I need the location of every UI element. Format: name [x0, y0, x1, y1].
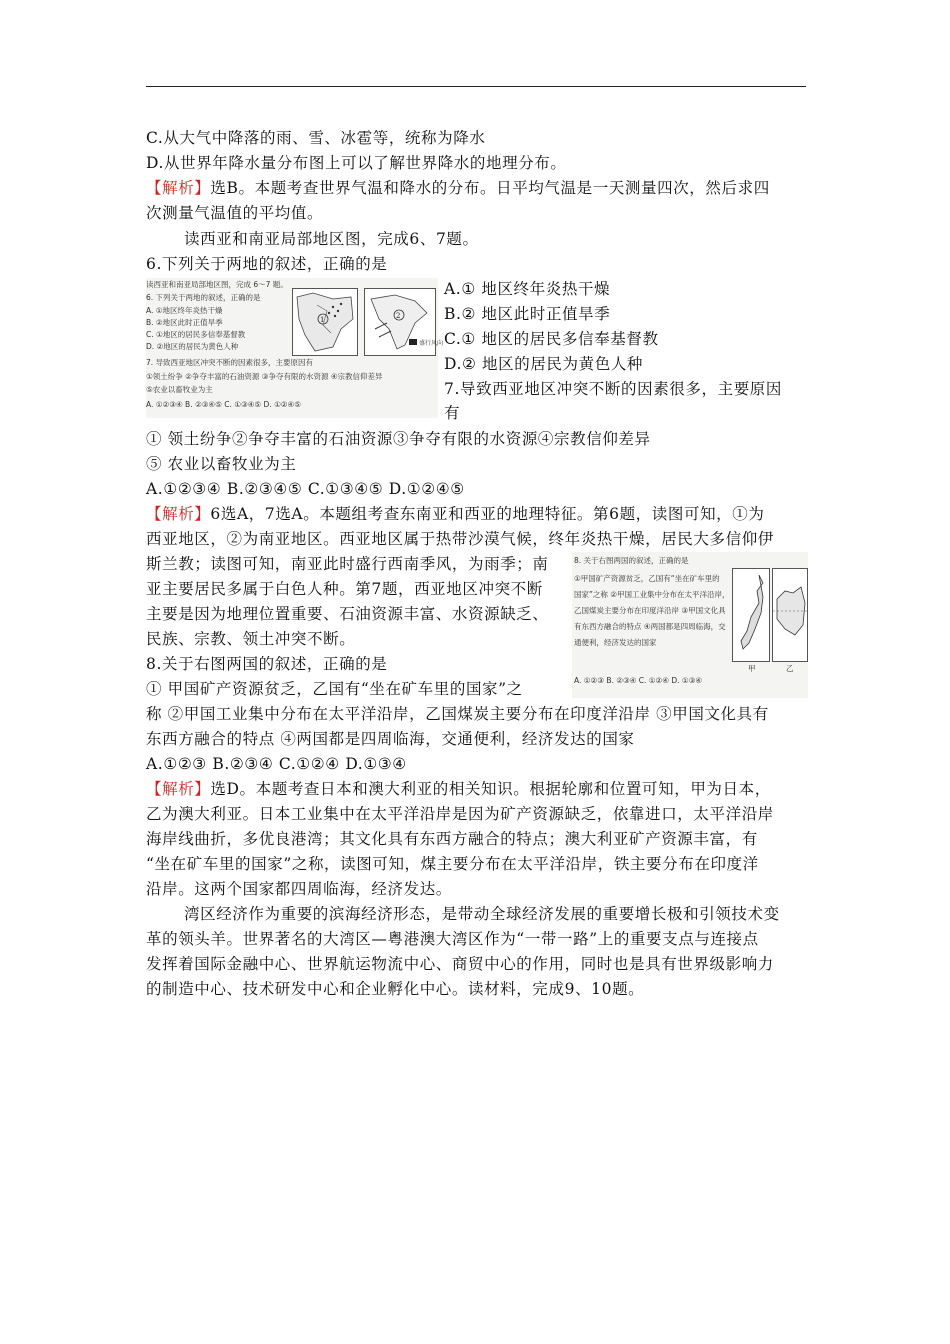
analysis-6-7-cont: 主要是因为地理位置重要、石油资源丰富、水资源缺乏、: [146, 605, 549, 623]
analysis-6-7-cont: 亚主要居民多属于白色人种。第7题，西亚地区冲突不断: [146, 580, 543, 598]
question-7: 7.导致西亚地区冲突不断的因素很多，主要原因: [444, 380, 782, 398]
scan-figure-west-south-asia: [146, 278, 444, 418]
analysis-8: [146, 779, 771, 799]
scan-text: ⑤农业以畜牧业为主: [146, 385, 213, 394]
intro-9-10-cont: 发挥着国际金融中心、世界航运物流中心、商贸中心的作用，同时也是具有世界级影响力: [146, 955, 774, 973]
analysis-5-cont: 次测量气温值的平均值。: [146, 204, 324, 222]
scan-text: A. ①②③ B. ②③④ C. ①②④ D. ①③④: [574, 676, 703, 685]
scan-text: 乙国煤炭主要分布在印度洋沿岸 ③甲国文化具: [574, 606, 726, 615]
q6-option-b: B.② 地区此时正值旱季: [444, 305, 611, 323]
scan-text: ①领土纷争 ②争夺丰富的石油资源 ③争夺有限的水资源 ④宗教信仰差异: [146, 372, 383, 381]
question-6: 6.下列关于两地的叙述，正确的是: [146, 255, 388, 273]
map-south-asia: [364, 288, 444, 356]
q7-factor-5: ⑤ 农业以畜牧业为主: [146, 455, 297, 473]
scan-text: 8. 关于右图两国的叙述，正确的是: [574, 556, 689, 565]
analysis-6-7-cont: 斯兰教；读图可知，南亚此时盛行西南季风，为雨季；南: [146, 555, 549, 573]
map-japan: [732, 568, 770, 662]
analysis-text: 选B。本题考查世界气温和降水的分布。日平均气温是一天测量四次，然后求四: [210, 179, 770, 197]
q6-option-c: C.① 地区的居民多信奉基督教: [444, 330, 659, 348]
analysis-tag: 【解析】: [146, 505, 211, 523]
scan-text: B. ②地区此时正值旱季: [146, 318, 223, 327]
analysis-tag: 【解析】: [146, 179, 211, 197]
scan-text: 通便利，经济发达的国家: [574, 638, 657, 647]
analysis-8-cont: 沿岸。这两个国家都四周临海，经济发达。: [146, 880, 452, 898]
option-d: D.从世界年降水量分布图上可以了解世界降水的地理分布。: [146, 154, 567, 172]
analysis-text: 选D。本题考查日本和澳大利亚的相关知识。根据轮廓和位置可知，甲为日本，: [210, 780, 771, 798]
analysis-text: 6选A，7选A。本题组考查东南亚和西亚的地理特征。第6题，读图可知，①为: [210, 505, 765, 523]
svg-text:2: 2: [396, 312, 401, 320]
map-legend: 盛行风向: [419, 340, 444, 347]
option-c: C.从大气中降落的雨、雪、冰雹等，统称为降水: [146, 129, 486, 147]
map-label-yi: 乙: [786, 664, 794, 673]
svg-text:1: 1: [320, 316, 325, 324]
q7-factors: ① 领土纷争②争夺丰富的石油资源③争夺有限的水资源④宗教信仰差异: [146, 430, 651, 448]
scan-text: 6. 下列关于两地的叙述，正确的是: [146, 293, 261, 302]
scan-text: A. ①地区终年炎热干燥: [146, 306, 223, 315]
header-rule: [146, 86, 806, 87]
analysis-tag: 【解析】: [146, 780, 211, 798]
analysis-5: [146, 178, 770, 198]
scan-text: 7. 导致西亚地区冲突不断的因素很多，主要原因有: [146, 358, 314, 367]
map-label-jia: 甲: [748, 664, 756, 673]
map-australia: [772, 568, 808, 662]
scan-figure-japan-australia: [572, 552, 808, 698]
analysis-6-7-cont: 西亚地区，②为南亚地区。西亚地区属于热带沙漠气候，终年炎热干燥，居民大多信仰伊: [146, 530, 774, 548]
analysis-8-cont: 海岸线曲折，多优良港湾；其文化具有东西方融合的特点；澳大利亚矿产资源丰富，有: [146, 830, 758, 848]
q6-option-d: D.② 地区的居民为黄色人种: [444, 355, 644, 373]
q6-option-a: A.① 地区终年炎热干燥: [444, 280, 611, 298]
scan-text: 读西亚和南亚局部地区图，完成 6～7 题。: [146, 280, 288, 289]
scan-text: ①甲国矿产资源贫乏，乙国有“坐在矿车里的: [574, 574, 720, 583]
scan-text: 国家”之称 ②甲国工业集中分布在太平洋沿岸，: [574, 590, 730, 599]
question-8: 8.关于右图两国的叙述，正确的是: [146, 655, 388, 673]
scan-text: A. ①②③④ B. ②③④⑤ C. ①③④⑤ D. ①②④⑤: [146, 400, 301, 409]
analysis-6-7-cont: 民族、宗教、领土冲突不断。: [146, 630, 356, 648]
intro-9-10-cont: 革的领头羊。世界著名的大湾区—粤港澳大湾区作为“一带一路”上的重要支点与连接点: [146, 930, 759, 948]
analysis-8-cont: “坐在矿车里的国家”之称，读图可知，煤主要分布在太平洋沿岸，铁主要分布在印度洋: [146, 855, 759, 873]
map-west-asia: [292, 288, 358, 356]
intro-9-10-cont: 的制造中心、技术研发中心和企业孵化中心。读材料，完成9、10题。: [146, 980, 645, 998]
scan-text: 有东西方融合的特点 ④两国都是四周临海，交: [574, 622, 726, 631]
intro-9-10: 湾区经济作为重要的滨海经济形态，是带动全球经济发展的重要增长极和引领技术变: [184, 905, 780, 923]
analysis-8-cont: 乙为澳大利亚。日本工业集中在太平洋沿岸是因为矿产资源缺乏，依靠进口，太平洋沿岸: [146, 805, 774, 823]
scan-text: D. ②地区的居民为黄色人种: [146, 342, 239, 351]
intro-6-7: 读西亚和南亚局部地区图，完成6、7题。: [184, 230, 479, 248]
q8-options: A.①②③ B.②③④ C.①②④ D.①③④: [146, 755, 407, 773]
q8-statements: ① 甲国矿产资源贫乏，乙国有“坐在矿车里的国家”之: [146, 680, 523, 698]
scan-text: C. ①地区的居民多信奉基督教: [146, 330, 246, 339]
q8-statements-cont: 东西方融合的特点 ④两国都是四周临海，交通便利，经济发达的国家: [146, 730, 635, 748]
analysis-6-7: [146, 504, 764, 524]
question-7-cont: 有: [444, 404, 461, 422]
q7-options: A.①②③④ B.②③④⑤ C.①③④⑤ D.①②④⑤: [146, 480, 465, 498]
q8-statements-cont: 称 ②甲国工业集中分布在太平洋沿岸，乙国煤炭主要分布在印度洋沿岸 ③甲国文化具有: [146, 705, 769, 723]
